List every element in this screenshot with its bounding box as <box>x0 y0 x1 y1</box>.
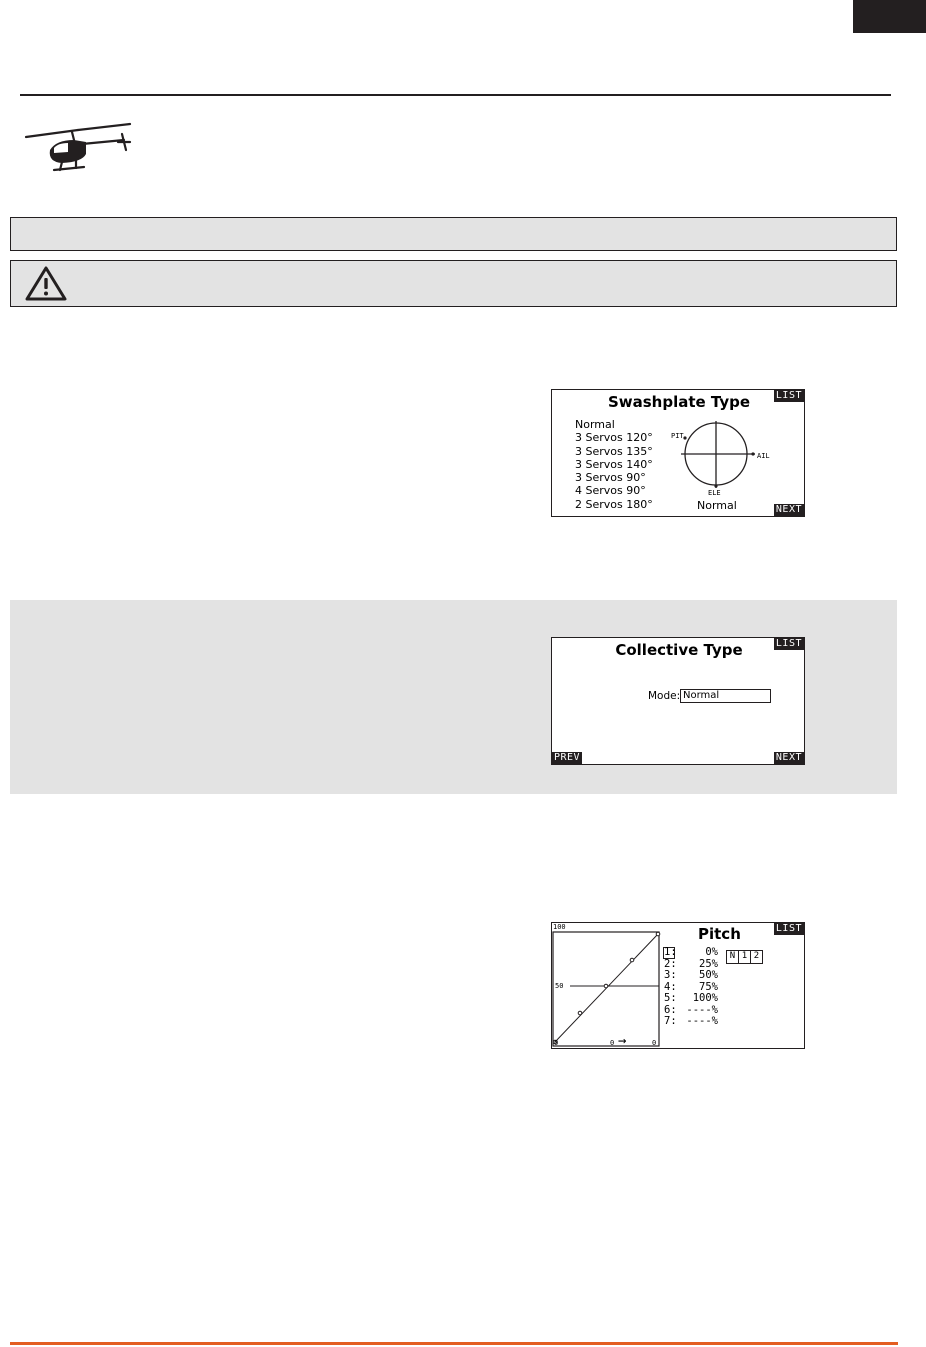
swashplate-type-screen <box>551 389 805 517</box>
option-3-servos-120[interactable]: 3 Servos 120° <box>575 431 653 445</box>
screen-title: Swashplate Type <box>607 393 751 411</box>
screen-title: Pitch <box>698 925 741 943</box>
header-rule <box>20 94 891 96</box>
option-2-servos-180[interactable]: 2 Servos 180° <box>575 497 653 511</box>
axis-origin-label: 0 <box>554 1039 559 1047</box>
option-3-servos-90[interactable]: 3 Servos 90° <box>575 471 646 485</box>
footer-rule <box>10 1342 898 1345</box>
pitch-point[interactable]: 2: 25% <box>664 957 718 970</box>
ele-label: ELE <box>708 489 721 497</box>
pitch-point[interactable]: 7: ----% <box>664 1015 718 1027</box>
mode-field[interactable]: Normal <box>680 689 771 703</box>
pitch-point[interactable]: 5: 100% <box>664 992 718 1004</box>
flight-mode-n[interactable]: N <box>727 951 739 963</box>
note-band <box>10 217 897 251</box>
collective-type-screen <box>551 637 805 765</box>
prev-button[interactable]: PREV <box>554 752 581 763</box>
axis-right-label: 0 <box>652 1039 657 1047</box>
swashplate-options <box>575 418 653 511</box>
axis-top-label: 100 <box>553 923 566 931</box>
pitch-curve-screen <box>551 922 805 1049</box>
selected-type: Normal <box>697 499 737 512</box>
warning-triangle-icon <box>24 265 68 302</box>
ail-label: AIL <box>757 452 770 460</box>
input-value-label: 0 <box>610 1039 615 1047</box>
helicopter-icon <box>22 120 134 176</box>
pitch-point-list <box>664 947 718 1028</box>
pitch-point[interactable]: 3: 50% <box>664 969 718 981</box>
mode-label: Mode: <box>648 690 681 702</box>
list-button[interactable]: LIST <box>775 638 802 649</box>
pit-label: PIT <box>671 432 684 440</box>
option-normal[interactable]: Normal <box>575 418 615 431</box>
pitch-curve-graph <box>552 923 664 1049</box>
flight-mode-2[interactable]: 2 <box>753 951 760 961</box>
option-4-servos-90[interactable]: 4 Servos 90° <box>575 484 646 498</box>
input-arrow-icon: → <box>618 1033 627 1049</box>
flight-mode-1[interactable]: 1 <box>739 951 751 963</box>
option-3-servos-135[interactable]: 3 Servos 135° <box>575 444 653 458</box>
pitch-point[interactable]: 1: 0% <box>664 946 718 958</box>
axis-mid-label: 50 <box>555 982 564 990</box>
flight-mode-selector[interactable] <box>726 950 763 964</box>
list-button[interactable]: LIST <box>775 390 802 401</box>
pitch-point[interactable]: 4: 75% <box>664 980 718 993</box>
pitch-point[interactable]: 6: ----% <box>664 1003 718 1016</box>
list-button[interactable]: LIST <box>775 923 802 934</box>
option-3-servos-140[interactable]: 3 Servos 140° <box>575 457 653 471</box>
screen-title: Collective Type <box>615 641 743 659</box>
next-button[interactable]: NEXT <box>775 504 802 515</box>
language-tab <box>853 0 926 33</box>
next-button[interactable]: NEXT <box>775 752 802 763</box>
warning-band <box>10 260 897 307</box>
